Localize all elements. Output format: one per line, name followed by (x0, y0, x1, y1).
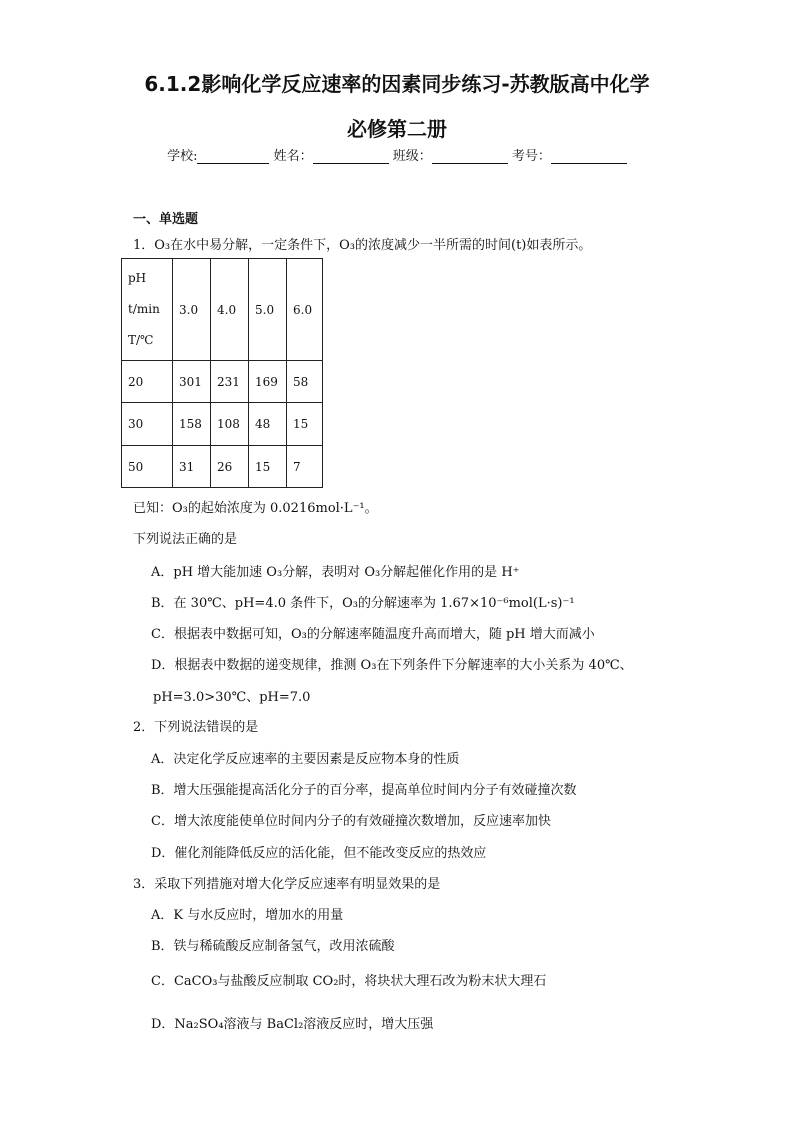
q1-option-d[interactable]: D．根据表中数据的递变规律，推测 O₃在下列条件下分解速率的大小关系为 40℃、 (151, 658, 633, 673)
name-label: 姓名： (273, 149, 313, 164)
q3-option-b[interactable]: B．铁与稀硫酸反应制备氢气，改用浓硫酸 (151, 939, 395, 954)
value-cell: 26 (211, 446, 249, 488)
q3-option-c[interactable]: C．CaCO₃与盐酸反应制取 CO₂时，将块状大理石改为粉末状大理石 (151, 974, 547, 989)
question-1-stem: 1．O₃在水中易分解，一定条件下，O₃的浓度减少一半所需的时间(t)如表所示。 (133, 238, 592, 253)
exam-no-blank[interactable] (551, 149, 627, 164)
student-info-row (0, 145, 794, 164)
value-cell: 108 (211, 403, 249, 446)
q2-option-b[interactable]: B．增大压强能提高活化分子的百分率，提高单位时间内分子有效碰撞次数 (151, 783, 577, 798)
question-1-known: 已知：O₃的起始浓度为 0.0216mol·L⁻¹。 (133, 501, 378, 516)
value-cell: 169 (249, 361, 287, 403)
q2-option-d[interactable]: D．催化剂能降低反应的活化能，但不能改变反应的热效应 (151, 846, 487, 861)
temp-cell: 20 (122, 361, 173, 403)
q2-option-a[interactable]: A．决定化学反应速率的主要因素是反应物本身的性质 (151, 752, 460, 767)
ozone-data-table (121, 258, 323, 488)
value-cell: 48 (249, 403, 287, 446)
section-heading: 一、单选题 (133, 212, 199, 227)
table-row (122, 361, 323, 403)
value-cell: 7 (287, 446, 323, 488)
ph-cell: 5.0 (249, 259, 287, 361)
question-3-stem: 3．采取下列措施对增大化学反应速率有明显效果的是 (133, 877, 441, 892)
value-cell: 158 (173, 403, 211, 446)
school-label: 学校: (167, 149, 198, 164)
value-cell: 31 (173, 446, 211, 488)
q1-option-b[interactable]: B．在 30℃、pH=4.0 条件下，O₃的分解速率为 1.67×10⁻⁶mol(L·s)⁻¹ (151, 596, 575, 611)
temp-cell: 30 (122, 403, 173, 446)
value-cell: 15 (249, 446, 287, 488)
q3-option-a[interactable]: A．K 与水反应时，增加水的用量 (151, 908, 344, 923)
value-cell: 301 (173, 361, 211, 403)
ph-cell: 6.0 (287, 259, 323, 361)
temp-cell: 50 (122, 446, 173, 488)
q2-option-c[interactable]: C．增大浓度能使单位时间内分子的有效碰撞次数增加，反应速率加快 (151, 814, 551, 829)
q1-option-a[interactable]: A．pH 增大能加速 O₃分解，表明对 O₃分解起催化作用的是 H⁺ (151, 565, 520, 580)
question-1-prompt: 下列说法正确的是 (133, 532, 238, 547)
page-title-line-2: 必修第二册 (347, 117, 447, 141)
header-cell (122, 259, 173, 361)
header-temp: T/℃ (128, 333, 154, 347)
q3-option-d[interactable]: D．Na₂SO₄溶液与 BaCl₂溶液反应时，增大压强 (151, 1017, 434, 1032)
value-cell: 231 (211, 361, 249, 403)
value-cell: 58 (287, 361, 323, 403)
value-cell: 15 (287, 403, 323, 446)
table-row (122, 446, 323, 488)
table-header-row (122, 259, 323, 361)
ph-cell: 4.0 (211, 259, 249, 361)
question-2-stem: 2．下列说法错误的是 (133, 720, 259, 735)
ph-cell: 3.0 (173, 259, 211, 361)
q1-option-c[interactable]: C．根据表中数据可知，O₃的分解速率随温度升高而增大，随 pH 增大而减小 (151, 627, 595, 642)
header-ph: pH (128, 271, 147, 285)
header-time: t/min (128, 302, 160, 316)
table-row (122, 403, 323, 446)
name-blank[interactable] (313, 149, 389, 164)
q1-option-d-continued: pH=3.0>30℃、pH=7.0 (153, 690, 311, 705)
exam-no-label: 考号： (511, 149, 551, 164)
page-title: 6.1.2影响化学反应速率的因素同步练习-苏教版高中化学 (144, 72, 650, 96)
class-label: 班级： (392, 149, 432, 164)
school-blank[interactable] (197, 149, 269, 164)
class-blank[interactable] (432, 149, 508, 164)
